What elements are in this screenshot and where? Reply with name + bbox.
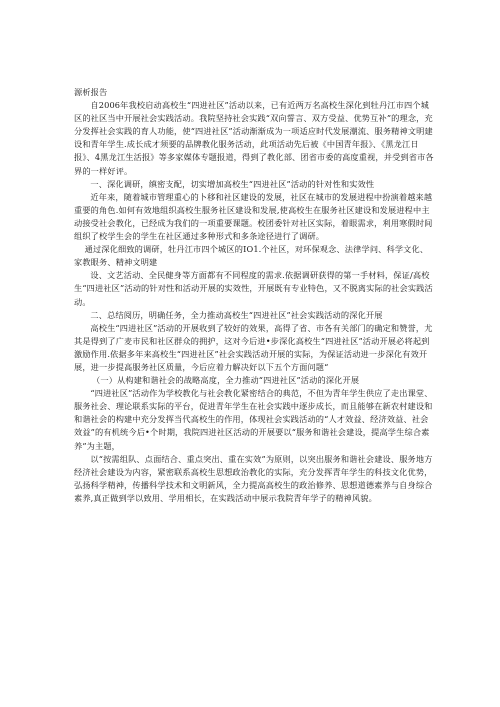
section-heading-1: 一、深化调研，缜密支配，切实增加高校生“四进社区”活动的针对性和实效性	[90, 178, 375, 189]
paragraph-summary: 高校生“四进社区”活动的开展收到了较好的效果，高得了省、市各有关部门的确定和赞誉，尤其是得到了广麦市民和社区群众的拥护，这对今后进•步深化高校生“四进社区”活动开展必将起到激励作用.依据多年来高校生“四进社区”社会实践活动开展的实际，为保证活动进一步深化有效开展，进一步提高服务社区质量，今后应着力解决好以下五个方面问题“	[74, 322, 433, 372]
paragraph-survey: 通过深化细致的调研，牡丹江市四个城区的IO1.个社区，对环保观念、法律学问、科学文化、家教眼务、精神文明建	[74, 244, 429, 268]
document-body	[74, 86, 435, 505]
paragraph-research: 近年来，随着城市管理重心的卜移和社区建设的发展，社区在城市的发展进程中扮演着越来越重要的角色.如何有效地组织高校生服务社区建设和发展,使高校生在服务社区建设和发展进程中主动接受社会教化，已经成为我们的一项重要课题。校团委针对社区实际，着眼需求，利用寒假时间组织了校学生会的学生在社区通过多种形式和多条途径进行了调研。	[74, 191, 433, 242]
section-heading-2: 二、总结阅历，明确任务，全力推动高校生“四进社区”社会实践活动的深化开展	[90, 309, 383, 320]
paragraph-intro: 自2006年我校启动高校生“四进社区”活动以来，已有近两万名高校生深化到牡丹江市四个城区的社区当中开展社会实践活动。我院坚持社会实践“双向誓言、双方受益、优势互补”的理念，充分发挥社会实践的育人功能，使“四进社区”活动渐渐成为一项适应时代发展潮流、服务精神文明建设和青年学生.成长成才须要的品牌教化服务活动，此项活动先后被《中国青年报》、《黑龙江日报》、4黑龙江生活报》等多家媒体专题报道，得到了教化部、团省市委的高度重视，并受到省市各界的一样好评。	[74, 100, 434, 176]
document-title: 源析报告	[74, 87, 108, 97]
paragraph-survey-continued: 设、文艺活动、全民健身等方面都有不同程度的需求.依据调研获得的第一手材料，保证/高校生“四进社区”活动的针对性和活动开展的实效性，开展既有专业特色，又不脱离实际的社会实践活动。	[74, 270, 433, 307]
subsection-heading-1: （一）从构建和谐社会的战略高度，全力推动“四进社区”活动的深化开展	[92, 375, 360, 386]
paragraph-principle: 以“按需组队、点面结合、重点突出、重在实效”为原则，以突出服务和谐社会建设、服务地方经济社会建设为内容，紧密联系高校生思想政治教化的实际，充分发挥青年学生的科技文化优势，弘扬科学精神，传播科学技术和文明新风，全力提高高校生的政治修养、思想道德素养与自身综合素养,真正做到学以致用、学用相长，在实践活动中展示我院青年学子的精神风貌。	[74, 453, 433, 503]
paragraph-role: “四进社区”活动作为学校教化与社会教化紧密结合的典范，不但为青年学生供应了走出课堂、服务社会、理论联系实际的平台，促进青年学生在社会实践中逐步成长，而且能够在新农村建设和和谐社会的构建中充分发挥当代高校生的作用，体现社会实践活动的“人才效益、经济效益、社会效益”的有机统今后•个时期，我院四进社区活动的开展要以“服务和谐社会建设，提高学生综合素养”为主题，	[74, 388, 433, 451]
